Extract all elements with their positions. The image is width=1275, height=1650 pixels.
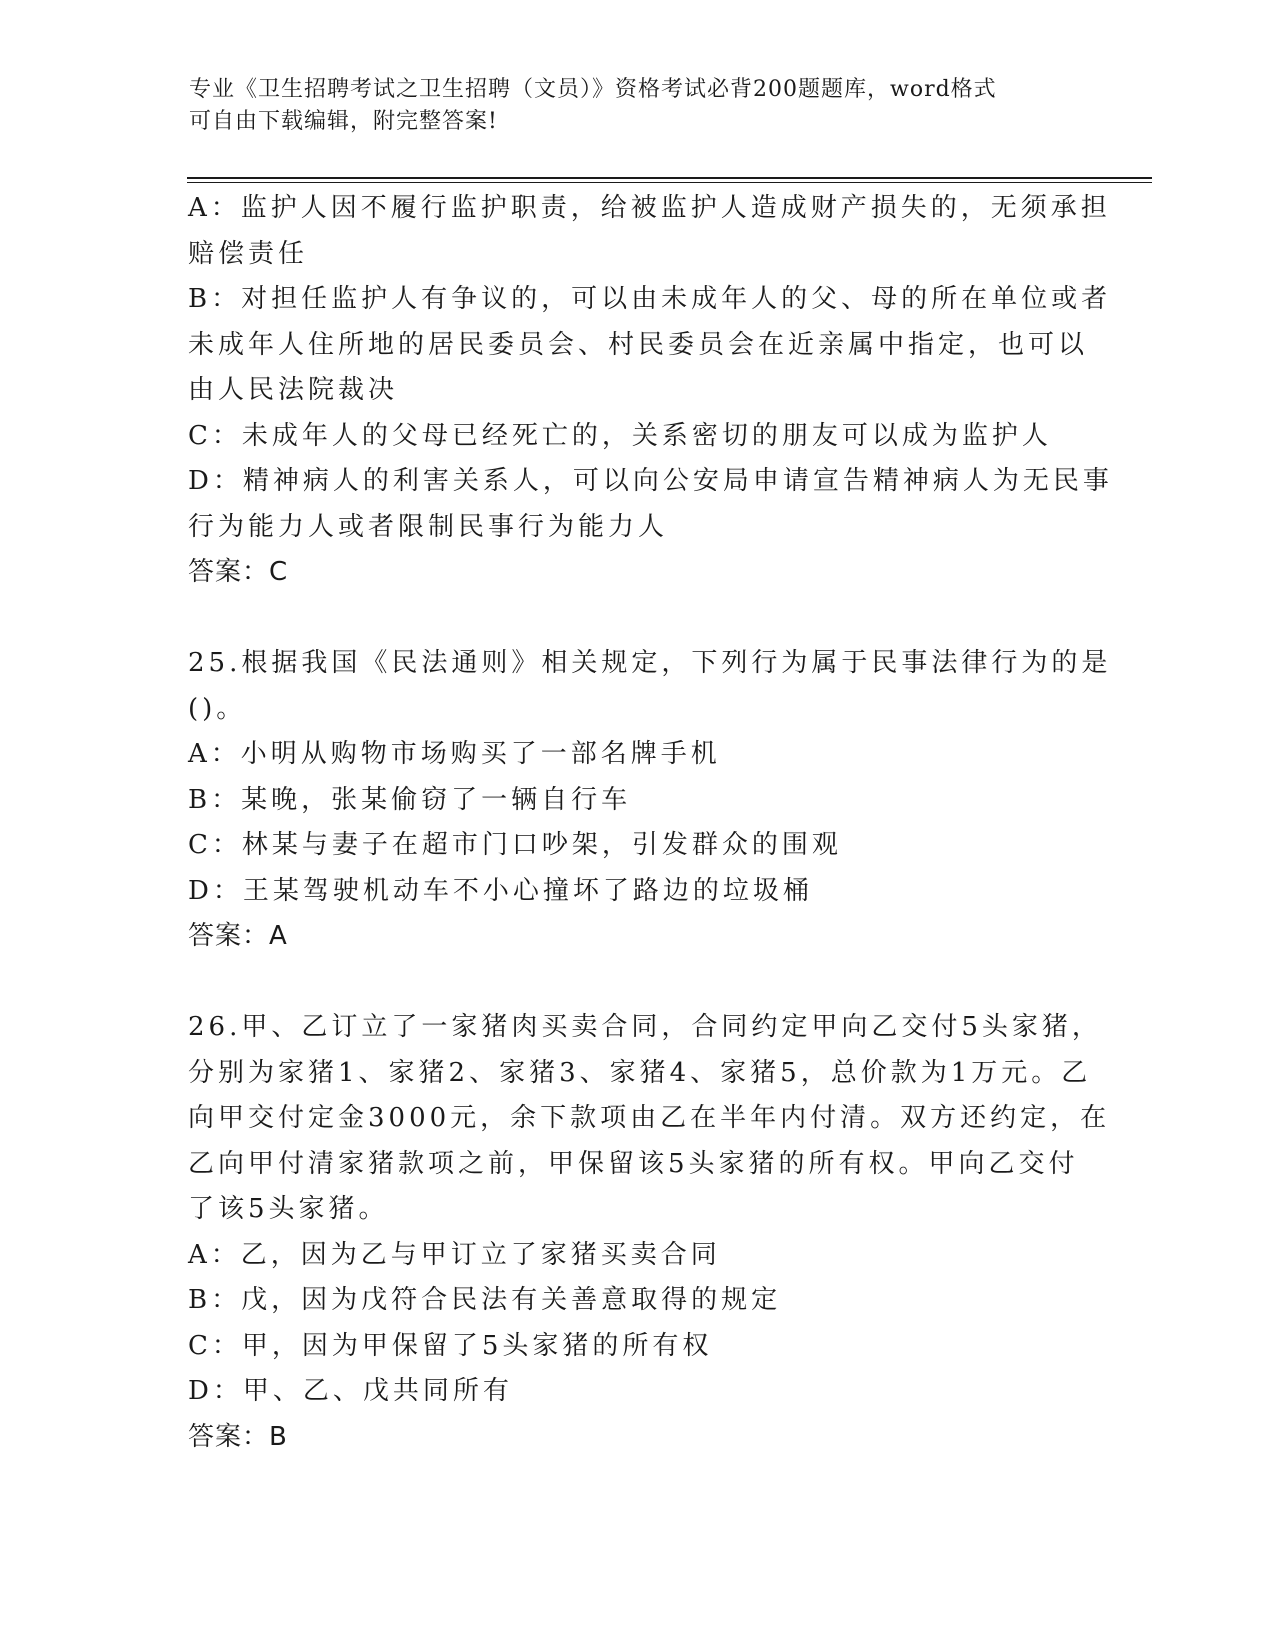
option-b: [188, 277, 1112, 414]
option-a: A：小明从购物市场购买了一部名牌手机: [188, 739, 721, 769]
option-b: B：某晚，张某偷窃了一辆自行车: [188, 784, 632, 815]
option-a: A：乙，因为乙与甲订立了家猪买卖合同: [188, 1239, 721, 1270]
page-header: [189, 74, 1089, 138]
question-25: [188, 641, 1112, 960]
option-text-line: 由人民法院裁决: [188, 375, 399, 405]
header-line-1: 专业《卫生招聘考试之卫生招聘（文员）》资格考试必背200题题库，word格式: [189, 77, 997, 102]
answer-label: 答案：B: [188, 1421, 288, 1452]
answer-label: 答案：C: [188, 557, 289, 587]
question-text-line: ()。: [188, 693, 247, 724]
answer-label: 答案：A: [188, 921, 288, 951]
option-text-line: B：对担任监护人有争议的，可以由未成年人的父、母的所在单位或者: [188, 284, 1112, 314]
question-text-line: 分别为家猪1、家猪2、家猪3、家猪4、家猪5，总价款为1万元。乙: [188, 1057, 1092, 1088]
spacer: [188, 596, 1088, 642]
option-c: [188, 414, 1088, 460]
option-a: [188, 186, 1111, 277]
option-d: [188, 459, 1113, 550]
question-stem: [188, 1005, 1111, 1233]
question-26: [188, 1005, 1111, 1460]
option-text-line: D：精神病人的利害关系人，可以向公安局申请宣告精神病人为无民事: [188, 466, 1113, 496]
document-body: [188, 186, 1113, 1460]
spacer: [188, 960, 1088, 1006]
question-text-line: 25.根据我国《民法通则》相关规定，下列行为属于民事法律行为的是: [188, 648, 1112, 678]
question-text-line: 了该5头家猪。: [188, 1194, 389, 1224]
header-divider: [187, 177, 1152, 179]
option-text-line: C：未成年人的父母已经死亡的，关系密切的朋友可以成为监护人: [188, 420, 1052, 451]
option-c: C：林某与妻子在超市门口吵架，引发群众的围观: [188, 830, 842, 860]
option-b: B：戊，因为戊符合民法有关善意取得的规定: [188, 1285, 782, 1315]
option-text-line: 赔偿责任: [188, 238, 309, 269]
option-text-line: 未成年人住所地的居民委员会、村民委员会在近亲属中指定，也可以: [188, 329, 1089, 360]
option-text-line: A：监护人因不履行监护职责，给被监护人造成财产损失的，无须承担: [188, 193, 1111, 223]
question-24: [188, 186, 1113, 596]
option-d: D：王某驾驶机动车不小心撞坏了路边的垃圾桶: [188, 875, 813, 906]
question-text-line: 向甲交付定金3000元，余下款项由乙在半年内付清。双方还约定，在: [188, 1103, 1111, 1133]
question-stem: [188, 641, 1112, 732]
header-line-2: 可自由下载编辑，附完整答案!: [189, 109, 498, 134]
question-text-line: 26.甲、乙订立了一家猪肉买卖合同，合同约定甲向乙交付5头家猪，: [188, 1012, 1102, 1042]
option-d: D：甲、乙、戊共同所有: [188, 1376, 513, 1406]
option-text-line: 行为能力人或者限制民事行为能力人: [188, 511, 669, 542]
header-divider-thin: [187, 182, 1152, 183]
option-c: C：甲，因为甲保留了5头家猪的所有权: [188, 1330, 713, 1361]
question-text-line: 乙向甲付清家猪款项之前，甲保留该5头家猪的所有权。甲向乙交付: [188, 1148, 1079, 1179]
